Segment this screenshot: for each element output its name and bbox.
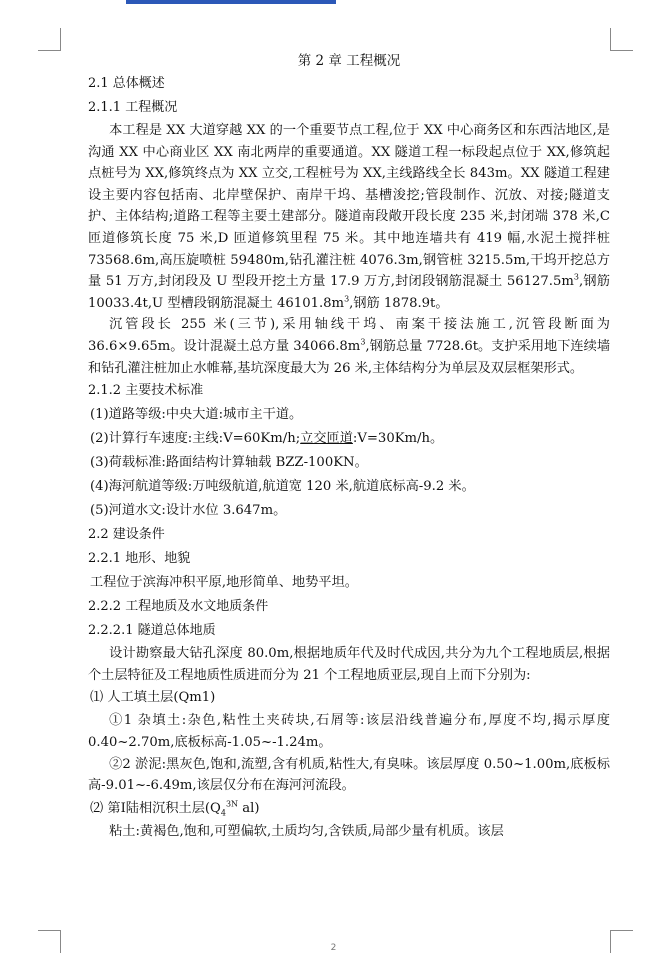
heading-2-2: 2.2 建设条件 (88, 527, 165, 543)
heading-2-2-1: 2.2.1 地形、地貌 (88, 551, 191, 567)
layer-1-1: ①1 杂填土:杂色,粘性土夹砖块,石屑等:该层沿线普遍分布,厚度不均,揭示厚度 0.40~2.70m,底板标高-1.05~-1.24m。 (88, 713, 610, 750)
standard-item-5: (5)河道水文:设计水位 3.647m。 (90, 503, 287, 519)
heading-2-2-2: 2.2.2 工程地质及水文地质条件 (88, 599, 269, 615)
standard-item-2: (2)计算行车速度:主线:V=60Km/h;立交匝道:V=30Km/h。 (90, 431, 444, 447)
document-body[interactable] (88, 50, 610, 842)
heading-2-1-2: 2.1.2 主要技术标准 (88, 383, 204, 399)
heading-2-1: 2.1 总体概述 (88, 76, 165, 91)
standard-item-3: (3)荷载标准:路面结构计算轴载 BZZ-100KN。 (90, 455, 368, 471)
heading-2-1-1: 2.1.1 工程概况 (88, 100, 178, 115)
paragraph-immersed-tube: 沉管段长 255 米(三节),采用轴线干坞、南案干接法施工,沉管段断面为 36.6×9.65m。设计混凝土总方量 $34066.8m^3$,钢筋总量 7728.6t。支护采用地下连续墙和钻孔灌注桩加止水帷幕,基坑深度最大为 26 米,主体结构分为单层及双层框架形式。 (88, 317, 611, 376)
standard-item-4: (4)海河航道等级:万吨级航道,航道宽 120 米,航道底标高-9.2 米。 (90, 479, 475, 495)
margin-mark-top-left (38, 28, 61, 51)
paragraph-clay: 粘土:黄褐色,饱和,可塑偏软,土质均匀,含铁质,局部少量有机质。该层 (109, 823, 504, 839)
paragraph-geology: 设计勘察最大钻孔深度 80.0m,根据地质年代及时代成因,共分为九个工程地质层,根据个土层特征及工程地质性质进而分为 21 个工程地质亚层,现自上而下分别为: (88, 646, 610, 683)
window-accent-bar (126, 0, 336, 4)
paragraph-terrain: 工程位于滨海冲积平原,地形简单、地势平坦。 (90, 575, 358, 591)
margin-mark-top-right (610, 28, 633, 51)
layer-2-heading: ⑵ 第Ⅰ陆相沉积土层($Q_4^{3N}$ al) (90, 799, 260, 818)
standard-item-1: (1)道路等级:中央大道:城市主干道。 (90, 407, 303, 423)
heading-2-2-2-1: 2.2.2.1 隧道总体地质 (88, 623, 216, 639)
chapter-title: 第 2 章 工程概况 (297, 53, 401, 69)
paragraph-overview: 本工程是 XX 大道穿越 XX 的一个重要节点工程,位于 XX 中心商务区和东西沽地区,是沟通 XX 中心商业区 XX 南北两岸的重要通道。XX 隧道工程一标段起点位于 XX,修筑起点桩号为 XX,修筑终点为 XX 立交,工程桩号为 XX,主线路线全长 843m。XX 隧道工程建设主要内容包括南、北岸壁保护、南岸干坞、基槽浚挖;管段制作、沉放、对接;隧道支护、主体结构;道路工程等主要土建部分。隧道南段敞开段长度 235 米,封闭端 378 米,C 匝道修筑长度 75 米,D 匝道修筑里程 75 米。其中地连墙共有 419 幅,水泥土搅拌桩 73568.6m,高压旋喷桩 59480m,钻孔灌注桩 4076.3m,钢管桩 3215.5m,干坞开挖总方量 51 万方,封闭段及 U 型段开挖土方量 17.9 万方,封闭段钢筋混凝土 $56127.5m^3$,钢筋 10033.4t,U 型槽段钢筋混凝土 $46101.8m^3$,钢筋 1878.9t。 (88, 123, 610, 311)
layer-1-heading: ⑴ 人工填土层(Qm1) (90, 690, 216, 706)
layer-1-2: ②2 淤泥:黑灰色,饱和,流塑,含有机质,粘性大,有臭味。该层厚度 0.50~1.00m,底板标高-9.01~-6.49m,该层仅分布在海河河流段。 (88, 756, 610, 794)
page-number: 2 (330, 943, 337, 953)
